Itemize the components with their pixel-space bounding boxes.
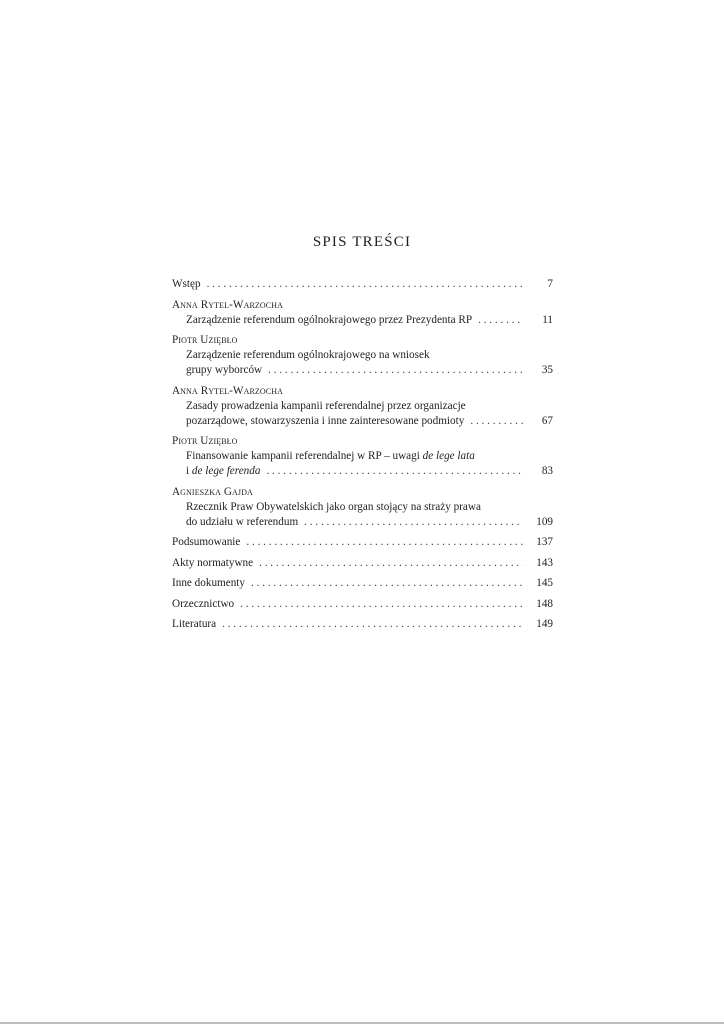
toc-title: SPIS TREŚCI [312,234,412,250]
toc-page-number: 11 [542,313,553,326]
toc-entry-label: Podsumowanie [172,536,241,548]
toc-chapter-title-cont: do udziału w referendum [186,515,299,528]
toc-chapter-title-text: i [186,465,192,477]
dot-leader [251,576,523,591]
dot-leader [268,363,523,378]
toc-entry-inne-dokumenty [172,576,553,591]
toc-chapter-title: Zarządzenie referendum ogólnokrajowego przez Prezydenta RP [186,313,473,326]
toc-entry-orzecznictwo [172,597,553,612]
toc-page-number: 109 [536,515,553,528]
toc-page-number: 148 [536,597,553,610]
dot-leader [259,556,523,571]
toc-author: Piotr Uziębło [172,334,238,346]
toc-page-number: 7 [547,278,553,290]
toc-chapter-title-italic: de lege ferenda [191,465,261,477]
toc-page-number: 149 [536,618,553,630]
toc-page-number: 137 [536,536,553,548]
dot-leader [222,617,523,632]
toc-chapter-title-italic: de lege lata [422,450,475,462]
dot-leader [470,414,523,429]
toc-entry-3 [172,384,553,429]
toc-chapter-title-cont [186,464,260,479]
dot-leader [266,464,523,479]
toc-author: Agnieszka Gajda [172,485,253,498]
toc-entry-1 [172,298,553,328]
toc-entry-2 [172,333,553,378]
toc-author: Anna Rytel-Warzocha [172,298,283,311]
toc-entry-literatura [172,617,553,632]
dot-leader [478,313,523,328]
toc-page-number: 83 [541,465,553,477]
toc-entry-4 [172,434,553,479]
toc-chapter-title-cont: pozarządowe, stowarzyszenia i inne zainteresowane podmioty [186,414,465,427]
toc-entry-label: Literatura [172,618,217,630]
dot-leader [207,277,523,292]
toc-page-number: 143 [536,556,553,569]
dot-leader [304,515,523,530]
dot-leader [240,597,523,612]
toc-chapter-title: Rzecznik Praw Obywatelskich jako organ stojący na straży prawa [186,500,481,513]
toc-entry-label: Orzecznictwo [172,597,235,610]
toc-chapter-title: Zarządzenie referendum ogólnokrajowego na wniosek [186,349,430,361]
toc-author: Anna Rytel-Warzocha [172,384,283,397]
toc-entry-label: Akty normatywne [172,556,254,569]
toc-chapter-title: Zasady prowadzenia kampanii referendalnej przez organizacje [186,399,466,412]
toc-entry-wstep [172,277,553,292]
toc-page-number: 35 [541,364,553,376]
toc-page-number: 145 [536,577,553,589]
toc-chapter-title-text: Finansowanie kampanii referendalnej w RP – uwagi [186,450,423,462]
dot-leader [246,535,523,550]
toc-entry-akty-normatywne [172,556,553,571]
table-of-contents [172,277,553,638]
toc-entry-label: Wstęp [172,278,201,290]
toc-entry-label: Inne dokumenty [172,577,246,589]
toc-author: Piotr Uziębło [172,435,238,447]
toc-page-number: 67 [541,414,553,427]
toc-entry-podsumowanie [172,535,553,550]
toc-chapter-title [172,449,553,464]
toc-chapter-title-cont: grupy wyborców [186,364,263,376]
toc-entry-5 [172,485,553,530]
